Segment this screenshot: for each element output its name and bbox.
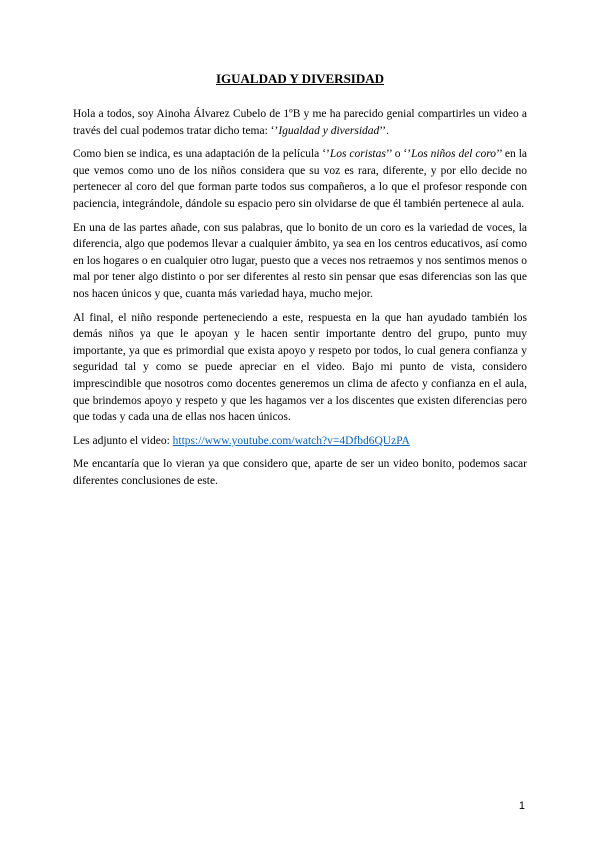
paragraph-intro-text: Hola a todos, soy Ainoha Álvarez Cubelo de 1ºB y me ha parecido genial compartirles un video a través del cual podemos tratar dicho tema:	[73, 108, 527, 137]
film-title-ninos-del-coro: Los niños del coro	[411, 148, 497, 161]
paragraph-closing: Me encantaría que lo vieran ya que considero que, aparte de ser un video bonito, podemos sacar diferentes conclusiones de este.	[73, 458, 527, 487]
film-title-coristas: Los coristas	[329, 148, 386, 161]
quote-open: ‘’	[322, 148, 330, 161]
paragraph-ending: Al final, el niño responde perteneciendo a este, respuesta en la que han ayudado también los demás niños ya que le apoyan y le hacen sentir importante dentro del grupo, punto muy importante, ya que es primordial que exista apoyo y respeto por todos, lo cual genera confianza y seguridad tal y como se puede apreciar en el video. Bajo mi punto de vista, considero imprescindible que nosotros como docentes generemos un clima de afecto y confianza en el aula, que brindemos apoyo y respeto y que les hagamos ver a los discentes que existen diferencias pero que todas y cada una de ellas nos hacen únicos.	[73, 311, 527, 424]
paragraph-intro	[73, 106, 527, 139]
paragraph-adaptation-intro: Como bien se indica, es una adaptación de la película	[73, 148, 323, 161]
paragraph-voices: En una de las partes añade, con sus palabras, que lo bonito de un coro es la variedad de voces, la diferencia, algo que podemos llevar a cualquier ámbito, ya sea en los centros educativos, así como en los hogares o en cualquier otro lugar, puesto que a veces nos retraemos y nos sentimos menos o mal por tener algo distinto o por ser diferentes al resto sin pensar que esas diferencias son las que nos hacen únicos y que, cuanta más variedad haya, mucho mejor.	[73, 221, 527, 300]
document-body	[73, 71, 527, 489]
topic-title: Igualdad y diversidad	[278, 124, 380, 137]
quote-open: ‘’	[270, 124, 279, 137]
quote-close: ’’	[496, 148, 503, 161]
connector-text: o	[391, 148, 404, 161]
quote-open: ‘’	[403, 148, 412, 161]
quote-close: ’’	[385, 148, 392, 161]
video-label: Les adjunto el video:	[73, 434, 173, 447]
paragraph-adaptation-rest: en la que vemos como uno de los niños considera que su voz es rara, diferente, y por ello decide no pertenecer al coro del que forman parte todos sus compañeros, a lo que el profesor responde con paciencia, integrándole, dándole su espacio pero sin olvidarse de que él también pertenece al aula.	[73, 148, 528, 210]
document-title: IGUALDAD Y DIVERSIDAD	[215, 71, 385, 86]
quote-close: ’’.	[379, 124, 389, 137]
paragraph-video	[73, 433, 527, 450]
page-number: 1	[518, 800, 525, 812]
video-link[interactable]: https://www.youtube.com/watch?v=4Dfbd6QUzPA	[172, 434, 410, 447]
paragraph-adaptation	[73, 146, 527, 212]
